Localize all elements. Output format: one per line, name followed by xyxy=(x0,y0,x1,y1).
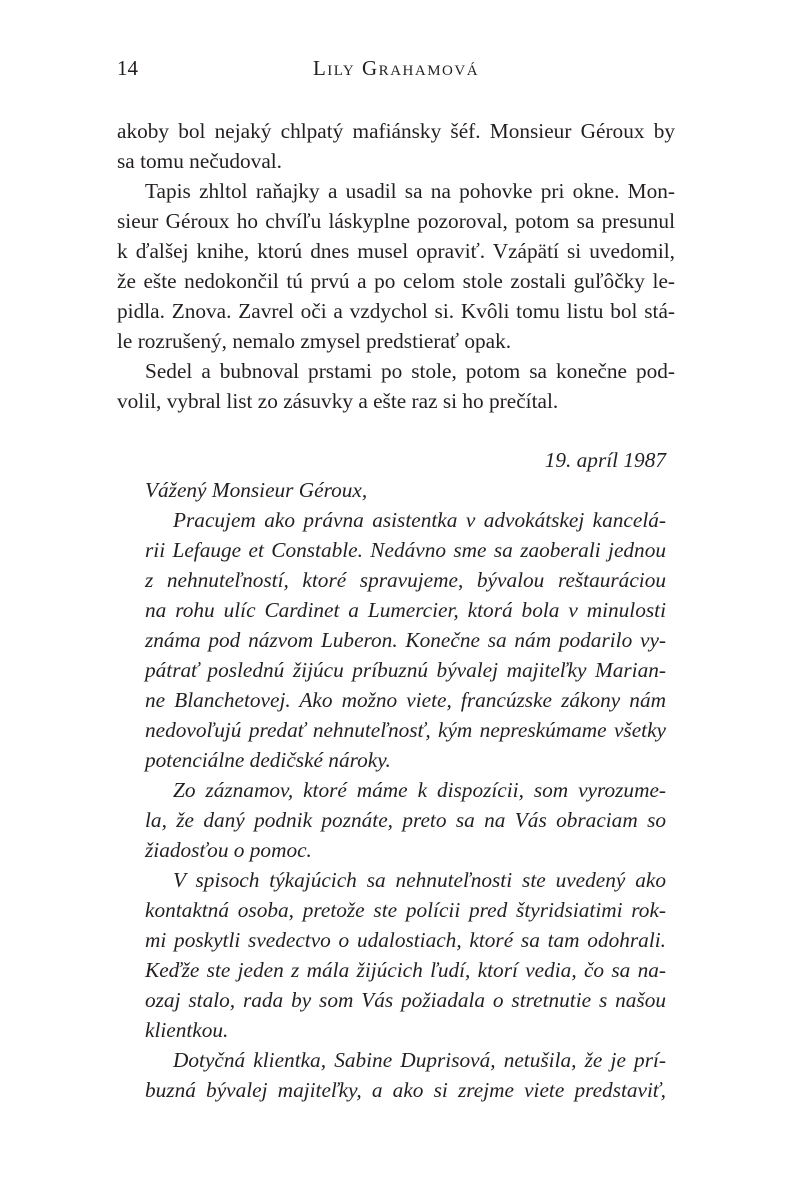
body-line: le rozrušený, nemalo zmysel predstierať opak. xyxy=(117,329,512,353)
body-line: pidla. Znova. Zavrel oči a vzdychol si. Kvôli tomu listu bol stá- xyxy=(117,299,675,323)
letter-line: klientkou. xyxy=(145,1018,229,1042)
body-line: sa tomu nečudoval. xyxy=(117,149,283,173)
letter-line: mi poskytli svedectvo o udalostiach, ktoré sa tam odohrali. xyxy=(145,928,666,952)
letter-line: la, že daný podnik poznáte, preto sa na Vás obraciam so xyxy=(145,808,666,832)
letter-line: z nehnuteľností, ktoré spravujeme, bývalou reštauráciou xyxy=(145,568,666,592)
letter-line: Dotyčná klientka, Sabine Duprisová, netušila, že je prí- xyxy=(173,1048,666,1072)
body-line: že ešte nedokončil tú prvú a po celom stole zostali guľôčky le- xyxy=(117,269,675,293)
letter-line: na rohu ulíc Cardinet a Lumercier, ktorá bola v minulosti xyxy=(145,598,666,622)
body-line: Tapis zhltol raňajky a usadil sa na pohovke pri okne. Mon- xyxy=(145,179,675,203)
letter-line: kontaktná osoba, pretože ste polícii pred štyridsiatimi rok- xyxy=(145,898,666,922)
letter-line: žiadosťou o pomoc. xyxy=(145,838,312,862)
running-title: Lily Grahamová xyxy=(312,56,480,80)
body-line: Sedel a bubnoval prstami po stole, potom sa konečne pod- xyxy=(145,359,675,383)
letter-line: Pracujem ako právna asistentka v advokátskej kancelá- xyxy=(173,508,666,532)
letter-line: buzná bývalej majiteľky, a ako si zrejme viete predstaviť, xyxy=(145,1078,666,1102)
letter-line: známa pod názvom Luberon. Konečne sa nám podarilo vy- xyxy=(145,628,666,652)
letter-date: 19. apríl 1987 xyxy=(544,448,666,472)
page-number: 14 xyxy=(117,56,138,80)
letter-line: pátrať poslednú žijúcu príbuznú bývalej majiteľky Marian- xyxy=(145,658,666,682)
letter-line: nedovoľujú predať nehnuteľnosť, kým nepreskúmame všetky xyxy=(145,718,666,742)
running-head xyxy=(117,56,675,86)
body-line: akoby bol nejaký chlpatý mafiánsky šéf. Monsieur Géroux by xyxy=(117,119,675,143)
body-line: volil, vybral list zo zásuvky a ešte raz si ho prečítal. xyxy=(117,389,559,413)
letter-line: V spisoch týkajúcich sa nehnuteľnosti ste uvedený ako xyxy=(173,868,666,892)
body-line: sieur Géroux ho chvíľu láskyplne pozoroval, potom sa presunul xyxy=(117,209,675,233)
letter-line: rii Lefauge et Constable. Nedávno sme sa zaoberali jednou xyxy=(145,538,666,562)
letter-line: potenciálne dedičské nároky. xyxy=(145,748,391,772)
letter-line: ne Blanchetovej. Ako možno viete, francúzske zákony nám xyxy=(145,688,666,712)
letter-salutation: Vážený Monsieur Géroux, xyxy=(145,478,368,502)
body-line: k ďalšej knihe, ktorú dnes musel opraviť. Vzápätí si uvedomil, xyxy=(117,239,675,263)
letter-line: Zo záznamov, ktoré máme k dispozícii, som vyrozume- xyxy=(173,778,666,802)
letter-line: Keďže ste jeden z mála žijúcich ľudí, ktorí vedia, čo sa na- xyxy=(145,958,666,982)
letter-line: ozaj stalo, rada by som Vás požiadala o stretnutie s našou xyxy=(145,988,666,1012)
